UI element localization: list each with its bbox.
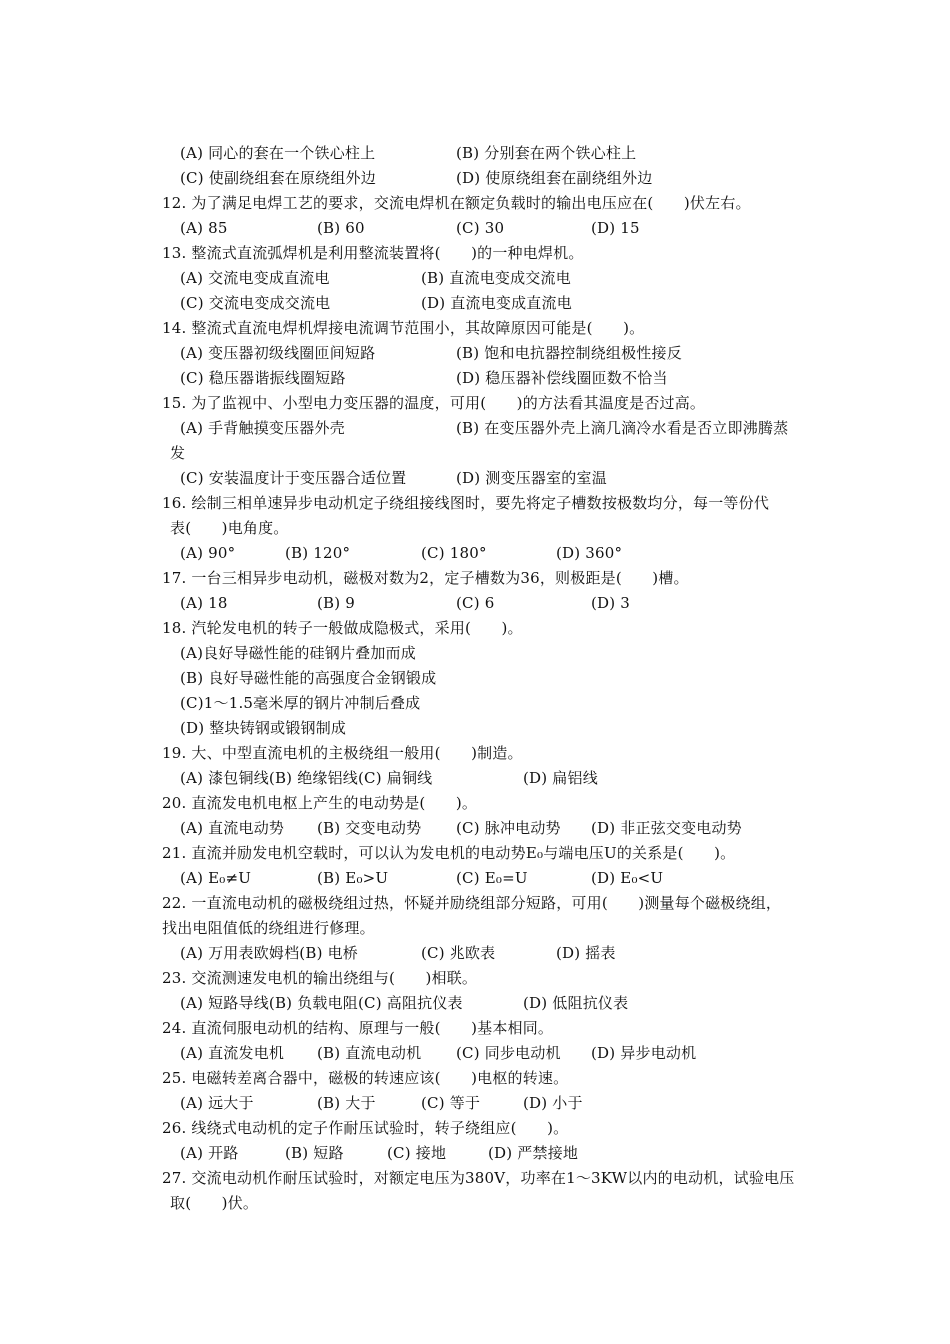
option-14a: (A) 变压器初级线圈匝间短路 <box>180 344 376 362</box>
question-27-continued: 取( )伏。 <box>170 1194 259 1212</box>
option-15c: (C) 安装温度计于变压器合适位置 <box>180 469 407 487</box>
option-15b-continued: 发 <box>170 444 186 462</box>
option-18b: (B) 良好导磁性能的高强度合金钢锻成 <box>180 669 437 687</box>
option-18d: (D) 整块铸钢或锻钢制成 <box>180 719 347 737</box>
option-24a: (A) 直流发电机 <box>180 1044 285 1062</box>
option-25a: (A) 远大于 <box>180 1094 254 1112</box>
option-12d: (D) 15 <box>591 219 640 237</box>
option-26d: (D) 严禁接地 <box>488 1144 579 1162</box>
option-21c: (C) E₀=U <box>456 869 528 887</box>
question-24: 24. 直流伺服电动机的结构、原理与一般( )基本相同。 <box>162 1019 554 1037</box>
option-11d: (D) 使原绕组套在副绕组外边 <box>456 169 653 187</box>
option-14b: (B) 饱和电抗器控制绕组极性接反 <box>456 344 682 362</box>
question-20: 20. 直流发电机电枢上产生的电动势是( )。 <box>162 794 478 812</box>
option-16c: (C) 180° <box>421 544 487 562</box>
question-16-continued: 表( )电角度。 <box>170 519 289 537</box>
question-17: 17. 一台三相异步电动机，磁极对数为2，定子槽数为36，则极距是( )槽。 <box>162 569 689 587</box>
option-13b: (B) 直流电变成交流电 <box>421 269 571 287</box>
option-25c: (C) 等于 <box>421 1094 481 1112</box>
option-24b: (B) 直流电动机 <box>317 1044 422 1062</box>
option-13d: (D) 直流电变成直流电 <box>421 294 572 312</box>
option-15d: (D) 测变压器室的室温 <box>456 469 607 487</box>
question-26: 26. 线绕式电动机的定子作耐压试验时，转子绕组应( )。 <box>162 1119 569 1137</box>
question-27: 27. 交流电动机作耐压试验时，对额定电压为380V，功率在1～3KW以内的电动机，试验电压 <box>162 1169 795 1187</box>
question-15: 15. 为了监视中、小型电力变压器的温度，可用( )的方法看其温度是否过高。 <box>162 394 706 412</box>
option-22c: (C) 兆欧表 <box>421 944 496 962</box>
option-26c: (C) 接地 <box>387 1144 447 1162</box>
question-14: 14. 整流式直流电焊机焊接电流调节范围小，其故障原因可能是( )。 <box>162 319 645 337</box>
option-26a: (A) 开路 <box>180 1144 239 1162</box>
option-15a: (A) 手背触摸变压器外壳 <box>180 419 345 437</box>
question-16: 16. 绘制三相单速异步电动机定子绕组接线图时，要先将定子槽数按极数均分，每一等份代 <box>162 494 770 512</box>
option-23abc: (A) 短路导线(B) 负载电阻(C) 高阻抗仪表 <box>180 994 463 1012</box>
option-18c: (C)1～1.5毫米厚的钢片冲制后叠成 <box>180 694 421 712</box>
option-11c: (C) 使副绕组套在原绕组外边 <box>180 169 376 187</box>
option-15b: (B) 在变压器外壳上滴几滴冷水看是否立即沸腾蒸 <box>456 419 789 437</box>
question-19: 19. 大、中型直流电机的主极绕组一般用( )制造。 <box>162 744 523 762</box>
option-14c: (C) 稳压器谐振线圈短路 <box>180 369 346 387</box>
option-20a: (A) 直流电动势 <box>180 819 285 837</box>
option-17d: (D) 3 <box>591 594 631 612</box>
option-18a: (A)良好导磁性能的硅钢片叠加而成 <box>180 644 416 662</box>
option-23d: (D) 低阻抗仪表 <box>523 994 629 1012</box>
option-22ab: (A) 万用表欧姆档(B) 电桥 <box>180 944 359 962</box>
option-19d: (D) 扁铝线 <box>523 769 598 787</box>
option-12a: (A) 85 <box>180 219 228 237</box>
option-20c: (C) 脉冲电动势 <box>456 819 561 837</box>
question-13: 13. 整流式直流弧焊机是利用整流装置将( )的一种电焊机。 <box>162 244 584 262</box>
option-12b: (B) 60 <box>317 219 365 237</box>
option-25d: (D) 小于 <box>523 1094 583 1112</box>
option-19abc: (A) 漆包铜线(B) 绝缘铝线(C) 扁铜线 <box>180 769 433 787</box>
question-22: 22. 一直流电动机的磁极绕组过热，怀疑并励绕组部分短路，可用( )测量每个磁极绕组， <box>162 894 782 912</box>
option-11b: (B) 分别套在两个铁心柱上 <box>456 144 637 162</box>
option-14d: (D) 稳压器补偿线圈匝数不恰当 <box>456 369 668 387</box>
option-25b: (B) 大于 <box>317 1094 376 1112</box>
question-23: 23. 交流测速发电机的输出绕组与( )相联。 <box>162 969 478 987</box>
option-17c: (C) 6 <box>456 594 495 612</box>
option-13a: (A) 交流电变成直流电 <box>180 269 330 287</box>
option-16b: (B) 120° <box>285 544 351 562</box>
option-21b: (B) E₀>U <box>317 869 389 887</box>
option-21d: (D) E₀<U <box>591 869 664 887</box>
question-22-continued: 找出电阻值低的绕组进行修理。 <box>162 919 375 937</box>
option-13c: (C) 交流电变成交流电 <box>180 294 331 312</box>
question-21: 21. 直流并励发电机空载时，可以认为发电机的电动势E₀与端电压U的关系是( )。 <box>162 844 736 862</box>
question-12: 12. 为了满足电焊工艺的要求，交流电焊机在额定负载时的输出电压应在( )伏左右。 <box>162 194 751 212</box>
question-18: 18. 汽轮发电机的转子一般做成隐极式，采用( )。 <box>162 619 523 637</box>
option-17a: (A) 18 <box>180 594 228 612</box>
option-24d: (D) 异步电动机 <box>591 1044 697 1062</box>
option-16a: (A) 90° <box>180 544 236 562</box>
option-21a: (A) E₀≠U <box>180 869 252 887</box>
option-12c: (C) 30 <box>456 219 505 237</box>
option-24c: (C) 同步电动机 <box>456 1044 561 1062</box>
question-25: 25. 电磁转差离合器中，磁极的转速应该( )电枢的转速。 <box>162 1069 569 1087</box>
option-11a: (A) 同心的套在一个铁心柱上 <box>180 144 376 162</box>
option-26b: (B) 短路 <box>285 1144 344 1162</box>
option-20b: (B) 交变电动势 <box>317 819 422 837</box>
option-16d: (D) 360° <box>556 544 623 562</box>
option-17b: (B) 9 <box>317 594 356 612</box>
option-20d: (D) 非正弦交变电动势 <box>591 819 742 837</box>
option-22d: (D) 摇表 <box>556 944 616 962</box>
